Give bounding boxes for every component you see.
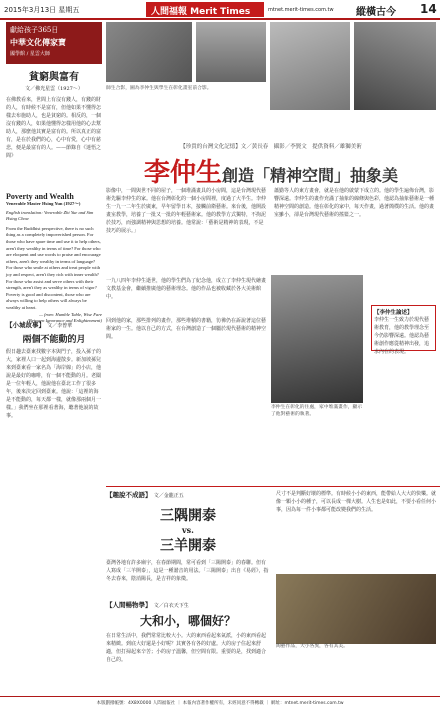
photo-caption-1: 師生合影，圖為李仲生與學生在彰化畫室前合影。 <box>106 86 212 91</box>
story-text: 假日趣去臺東找數字本與門子，投入孫子的大，家裡人口一起到海邊散步。新加坡孫兒來到臺東看一家名為「海岸線」的小店，他說是最好的咖啡，有一個不能動的月。老闆是一位年輕人，他說他在臺北工作了很多年，後來決定回到臺東。他說：「這裡的海是不能動的，每天都一樣，就像那兩個月一樣。」我們坐在那裡看著海，聽著他說的故事。 <box>6 349 102 419</box>
idiom-section <box>106 490 270 583</box>
feature-text-1: 影像中，一間與世不同的屋子，一個堆滿畫具的小房間，這是台灣現代藝術先驅李仲生的家。他在台灣彰化的一個小房間裡，度過了大半生。李仲生一九一二年生於廣東，早年留學日本，接觸前衛藝術。來台後，他開設畫室教學，培養了一批又一批的年輕藝術家。他的教學方式獨特，不拘泥於技巧，而強調精神與思想的培養。他常說：「藝術是精神的表現，不是技巧的展示。」 <box>106 188 267 234</box>
photo-paintings <box>270 22 350 110</box>
story-title: 兩個不能動的月 <box>22 335 86 345</box>
story-label: 【小城故事】 文／李曾華 <box>6 321 73 329</box>
right-column-text: 尺寸不是判斷好壞的標準。有時候小小的東西，能帶給人大大的快樂。就像一顆小小的種子，可以長成一棵大樹。人生也是如此，不要小看任何小事，因為每一件小事都可能改變我們的生活。 <box>276 491 437 513</box>
photo-pottery <box>276 574 436 644</box>
poem-title: 貧窮與富有 <box>29 72 79 83</box>
feature-series: 【珍貴的台灣文化記憶】文／黃長春 攝影／李賢文 提供資料／雄獅美術 <box>180 144 362 150</box>
idiom-text: 臺灣各地有許多廟宇，在春節期間，常可看到「三陽開泰」的春聯。但有人寫成「三羊開泰」，這是一種諧音的用法。「三陽開泰」出自《易經》，指冬去春來，陰消陽長，是吉祥的象徵。 <box>106 560 269 582</box>
photo-caption-3: 李仲生在彰化的住處，家中堆滿畫作，顯示了他對藝術的執著。 <box>271 405 363 417</box>
photo-hallway <box>196 22 266 82</box>
poem-author: 文／佛光星雲（1927～） <box>25 86 83 92</box>
section-divider <box>106 486 440 487</box>
english-source2: (Between Ignorance and Enlightenment) <box>27 318 102 324</box>
feature-headline <box>106 142 436 188</box>
page-number: 14 <box>420 2 437 16</box>
info-box <box>371 305 436 355</box>
feature-title: 李仲生創造「精神空間」抽象美 <box>143 158 399 188</box>
photo-group <box>354 22 436 110</box>
life-label: 【人間暢物學】 文／白衣天下生 <box>106 601 189 609</box>
banner-line3: 國學館 / 星雲大師 <box>10 51 50 57</box>
photo-interior <box>106 22 192 82</box>
website-url: mtnet.merit-times.com.tw <box>268 7 334 13</box>
masthead <box>0 0 440 20</box>
issue-date: 2015年3月13日 星期五 <box>4 6 80 14</box>
banner-line1: 獻給孩子365日 <box>10 26 59 34</box>
poem-section <box>6 68 102 160</box>
life-title: 大和小，哪個好？ <box>139 614 236 628</box>
photo-portrait <box>271 275 363 403</box>
photo-caption-pottery: 陶藝作品，大小各異，各有其美。 <box>276 644 348 649</box>
info-box-label: 【李仲生論述】 <box>374 310 413 316</box>
section-name: 縱橫古今 <box>356 7 396 18</box>
idiom-label: 【趣說不成語】 文／金龍正五 <box>106 491 184 499</box>
page-footer: 本版劃撥帳號：4X8X0000 人間福報社 ｜ 本報內容著作權所有，未經同意不得轉載 ｜ 網址：mtnet.merit-times.com.tw <box>0 696 440 709</box>
english-author: Venerable Master Hsing Yun (1927～) <box>6 201 81 206</box>
feature-text-2: 蕭勤等人的東方畫會，就是在他的啟蒙下成立的。他的學生遍佈台灣，影響深遠。李仲生的畫作充滿了抽象的線條與色彩，他認為抽象藝術是一種精神空間的創造。他在彰化的家中，每天作畫，過著簡樸的生活。他的畫室雖小，卻是台灣現代藝術的搖籃之一。 <box>274 188 435 218</box>
idiom-vs: vs. <box>182 525 194 535</box>
photo-strip <box>106 22 436 110</box>
life-text: 在日常生活中，我們常常比較大小。大的東西看起來氣派，小的東西看起來精緻。到底大好還是小好呢？其實各有各的好處。大的房子住起來舒適，但打掃起來辛苦；小的房子溫馨，但空間有限。重要的是，找到適合自己的。 <box>106 633 267 663</box>
idiom-title-2: 三羊開泰 <box>160 538 216 554</box>
small-town-story <box>6 320 102 420</box>
english-text: From the Buddhist perspective, there is no such thing as a completely impoverished person. For those who have spare time and use it to help others, aren't they wealthy in terms of time? For those who are eloquent and use words to praise and encourage others, aren't they wealthy in terms of language? For those who smile at others and treat people with joy and respect, aren't they rich with inner wealth? For those who assist and serve others with their strength, aren't they as wealthy in terms of vigor? Poverty is good and discontent, those who are always willing to help others will always be wealthy at heart. <box>6 225 101 310</box>
feature-text-4: 回到他的家，那些排列的畫作，那些堆積的書籍，彷彿仍在訴說著這位藝術家的一生。他以自己的方式，在台灣創造了一個屬於現代藝術的精神空間。 <box>106 318 267 340</box>
banner-line2: 中華文化傳家寶 <box>10 37 66 47</box>
english-title: Poverty and Wealth <box>6 192 74 201</box>
poem-text: 在佛教看來，世間上有沒有錢人，有錢的財的人，有時候不是富有，但他如果不懂得怎樣去布施助人，也是貧窮的。相反的，一個沒有錢的人，如果他懂得怎樣用他的心去幫助人，那麼他其實是富有的。所以真正的富有，是在於我們的心，心中有愛，心中有慈悲，便是最富有的人。——節錄自《迷悟之間》 <box>6 97 102 159</box>
english-section <box>6 192 102 325</box>
feature-text-3: 一九八四年李仲生逝世，他的學生們為了紀念他，成立了李仲生現代繪畫文教基金會，繼續推廣他的藝術理念。他的作品也被收藏於各大美術館中。 <box>106 278 267 300</box>
idiom-title-1: 三隅開泰 <box>160 508 216 524</box>
english-source: — from: Humble Table, Wise Fare <box>38 311 102 317</box>
series-banner <box>6 22 102 64</box>
life-section <box>106 600 270 664</box>
newspaper-logo: 人間福報 Merit Times <box>146 2 264 17</box>
english-translation: English translation: Venerable Zhi Yue and Sim Hsing Chow <box>6 209 94 222</box>
info-box-text: 李仲生一生致力於現代藝術教育，他的教學理念至今仍影響深遠。他認為藝術創作應從精神出發，追求內在的表現。 <box>374 317 430 355</box>
right-column <box>276 490 436 651</box>
